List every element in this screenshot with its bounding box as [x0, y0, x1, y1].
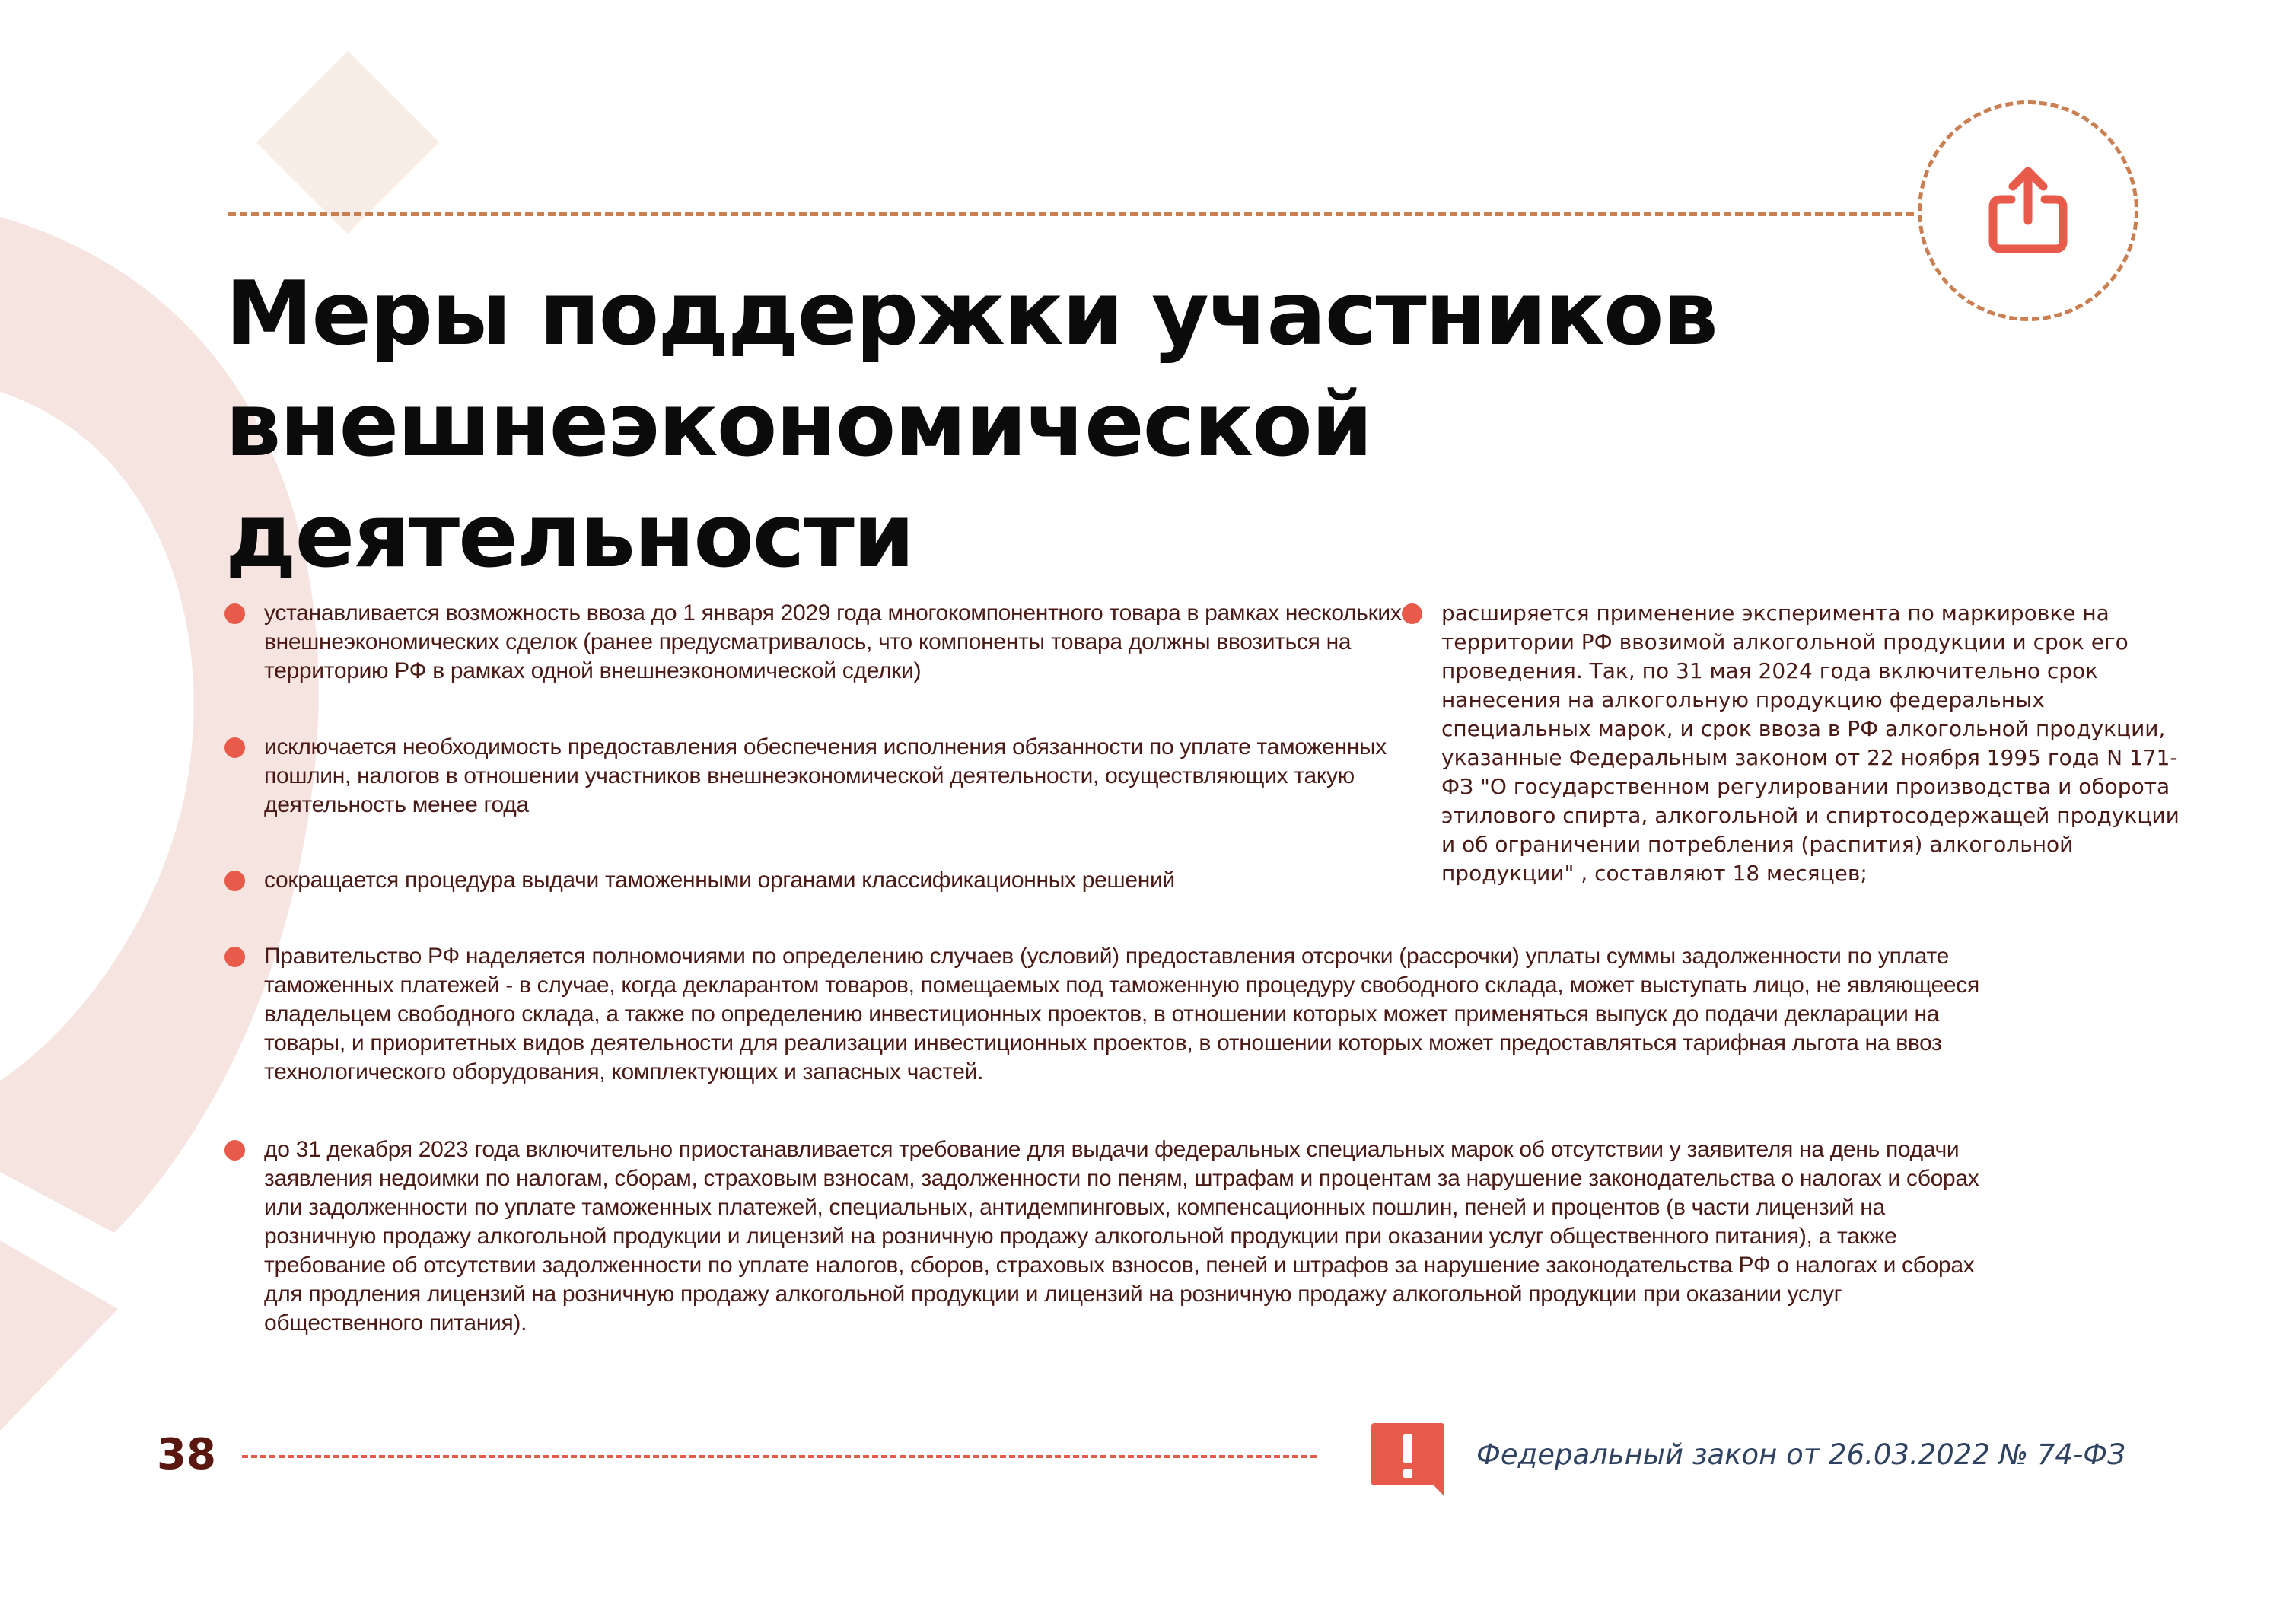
bullet-dot	[224, 1140, 245, 1161]
bullet-alcohol-marking-experiment	[1402, 599, 2197, 888]
bullet-text: сокращается процедура выдачи таможенными органами классификационных решений	[264, 868, 1175, 893]
bullet-no-security-requirement	[224, 733, 1423, 820]
page-title	[225, 259, 1976, 592]
bullet-text: устанавливается возможность ввоза до 1 января 2029 года многокомпонентного товара в рамках нескольких внешнеэкономических сделок (ранее предусматривалось, что компоненты товара должны ввозиться на территорию РФ в рамках одной внешнеэкономической сделки)	[264, 600, 1402, 683]
bullet-dot	[224, 737, 245, 758]
law-reference: Федеральный закон от 26.03.2022 № 74-ФЗ	[1476, 1438, 2125, 1471]
header-dashed-rule	[228, 212, 1925, 216]
title-line-1: Меры поддержки участников	[225, 263, 1717, 365]
bullet-dot	[224, 603, 245, 624]
bullet-dot	[1402, 603, 1422, 624]
footer-dashed-rule	[242, 1455, 1317, 1458]
bullet-text: исключается необходимость предоставления обеспечения исполнения обязанности по уплате таможенных пошлин, налогов в отношении участников внешнеэкономической деятельности, осуществляющих такую деятельность менее года	[264, 734, 1387, 817]
title-line-2: внешнеэкономической деятельности	[225, 374, 1372, 588]
bullet-text: расширяется применение эксперимента по маркировке на территории РФ ввозимой алкогольной продукции и срок его проведения. Так, по 31 мая 2024 года включительно срок нанесения на алкогольную продукцию федеральных специальных марок, и срок ввоза в РФ алкогольной продукции, указанные Федеральным законом от 22 ноября 1995 года N 171-ФЗ "О государственном регулировании производства и оборота этилового спирта, алкогольной и спиртосодержащей продукции и об ограничении потребления (распития) алкогольной продукции" , составляют 18 месяцев;	[1441, 600, 2180, 886]
bullet-classification-decisions	[224, 866, 1423, 895]
share-upload-icon	[1981, 164, 2075, 258]
bullet-text: Правительство РФ наделяется полномочиями по определению случаев (условий) предоставления отсрочки (рассрочки) уплаты суммы задолженности по уплате таможенных платежей - в случае, когда декларантом товаров, помещаемых под таможенную процедуру свободного склада, может выступать лицо, не являющееся владельцем свободного склада, а также по определению инвестиционных проектов, в отношении которых может применяться выпуск до подачи декларации на товары, и приоритетных видов деятельности для реализации инвестиционных проектов, в отношении которых может предоставляться тарифная льгота на ввоз технологического оборудования, комплектующих и запасных частей.	[264, 944, 1979, 1084]
exclamation-speech-bubble-icon	[1370, 1422, 1446, 1498]
bullet-multicomponent-import	[224, 599, 1423, 686]
background-corner	[0, 1240, 118, 1431]
background-diamond	[256, 51, 439, 234]
bullet-government-powers	[224, 942, 1998, 1087]
bullet-dot	[224, 871, 245, 891]
page-number: 38	[157, 1430, 216, 1479]
bullet-text: до 31 декабря 2023 года включительно приостанавливается требование для выдачи федеральных специальных марок об отсутствии у заявителя на день подачи заявления недоимки по налогам, сборам, страховым взносам, задолженности по пеням, штрафам и процентам за нарушение законодательства о налогах и сборах или задолженности по уплате таможенных платежей, специальных, антидемпинговых, компенсационных пошлин, пеней и процентов (в части лицензий на розничную продажу алкогольной продукции и лицензий на розничную продажу алкогольной продукции при оказании услуг общественного питания), а также требование об отсутствии задолженности по уплате налогов, сборов, страховых взносов, пеней и штрафов за нарушение законодательства РФ о налогах и сборах для продления лицензий на розничную продажу алкогольной продукции и лицензий на розничную продажу алкогольной продукции при оказании услуг общественного питания).	[264, 1137, 1979, 1336]
bullet-dot	[224, 947, 245, 967]
bullet-excise-stamps-requirement	[224, 1135, 1998, 1338]
